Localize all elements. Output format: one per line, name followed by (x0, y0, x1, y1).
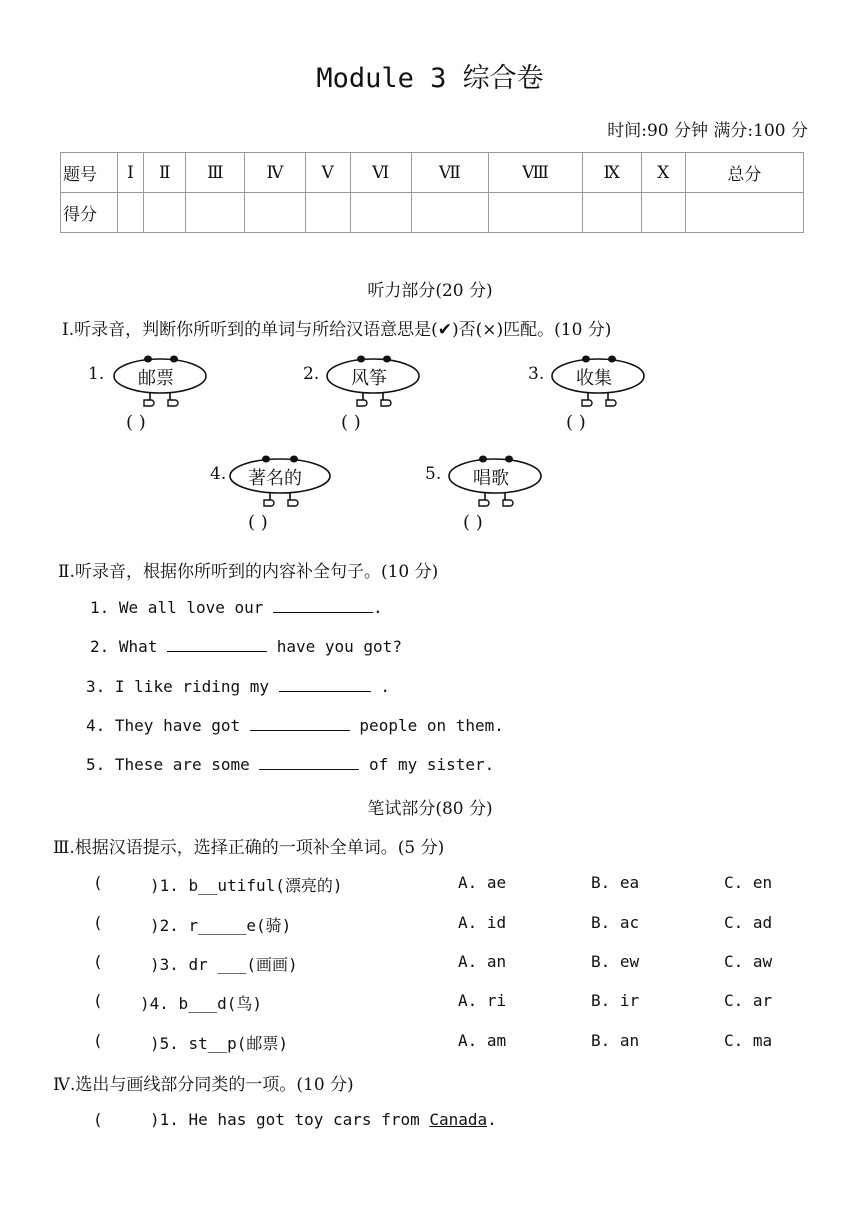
score-input-cell[interactable] (245, 193, 306, 233)
sentence-start: What (118, 637, 158, 656)
part1-item-1 (88, 352, 238, 446)
bubble-word: 风筝 (351, 368, 387, 389)
answer-paren-open[interactable]: ( (93, 1031, 103, 1050)
question-end: . (487, 1110, 497, 1129)
item-number: 3. (528, 364, 545, 384)
sentence-end: have you got? (276, 637, 402, 656)
score-input-cell[interactable] (350, 193, 411, 233)
item-number: 5. (425, 464, 442, 484)
listening-header: 听力部分(20 分) (367, 281, 493, 301)
part1-item-5 (425, 452, 575, 546)
bubble-word: 收集 (576, 368, 612, 389)
list-item (86, 677, 390, 696)
score-table (60, 152, 804, 233)
item-number: 4. (210, 464, 227, 484)
sentence-end: people on them. (359, 716, 504, 735)
item-number: 1. (90, 598, 110, 617)
underlined-word: Canada (429, 1110, 488, 1129)
table-cell: Ⅷ (489, 153, 583, 193)
answer-paren-open[interactable]: ( (93, 991, 103, 1010)
part1-item-3 (528, 352, 678, 446)
part4-question-1 (150, 1110, 497, 1129)
bubble-word: 邮票 (138, 368, 174, 389)
table-cell: 得分 (61, 193, 118, 233)
part4-instruction: Ⅳ.选出与画线部分同类的一项。(10 分) (53, 1075, 354, 1095)
item-number: 3. (86, 677, 106, 696)
table-cell: 题号 (61, 153, 118, 193)
question-text: )2. r_____e(骑) (150, 916, 292, 935)
answer-paren-open[interactable]: ( (93, 913, 103, 932)
option-b[interactable]: B. ac (591, 913, 640, 932)
answer-paren[interactable]: ( ) (248, 512, 268, 533)
question-text: )3. dr ___(画画) (150, 955, 298, 974)
table-cell: Ⅴ (305, 153, 350, 193)
list-item (90, 637, 402, 656)
exam-meta: 时间:90 分钟 满分:100 分 (607, 121, 808, 141)
table-cell: 总分 (685, 153, 803, 193)
option-a[interactable]: A. id (458, 913, 507, 932)
answer-blank[interactable] (250, 716, 350, 731)
option-c[interactable]: C. en (724, 873, 773, 892)
option-c[interactable]: C. ar (724, 991, 773, 1010)
sentence-start: These are some (114, 755, 250, 774)
answer-paren-open[interactable]: ( (93, 873, 103, 892)
score-input-cell[interactable] (411, 193, 488, 233)
item-number: 4. (86, 716, 106, 735)
bubble-word: 唱歌 (473, 468, 509, 489)
answer-blank[interactable] (259, 755, 359, 770)
score-input-cell[interactable] (144, 193, 186, 233)
score-input-cell[interactable] (685, 193, 803, 233)
sentence-start: We all love our (118, 598, 264, 617)
option-c[interactable]: C. ma (724, 1031, 773, 1050)
table-cell: Ⅱ (144, 153, 186, 193)
answer-paren[interactable]: ( ) (463, 512, 483, 533)
question-text: )4. b___d(鸟) (140, 994, 262, 1013)
list-item (90, 598, 383, 617)
option-c[interactable]: C. ad (724, 913, 773, 932)
option-a[interactable]: A. an (458, 952, 507, 971)
sentence-start: I like riding my (114, 677, 270, 696)
table-cell: Ⅵ (350, 153, 411, 193)
sentence-end: of my sister. (369, 755, 495, 774)
part2-instruction: Ⅱ.听录音，根据你所听到的内容补全句子。(10 分) (58, 562, 439, 582)
table-cell: Ⅹ (641, 153, 685, 193)
score-table-score-row (61, 193, 804, 233)
score-input-cell[interactable] (186, 193, 245, 233)
score-input-cell[interactable] (641, 193, 685, 233)
item-number: 2. (303, 364, 320, 384)
bubble-word: 著名的 (248, 468, 302, 489)
option-b[interactable]: B. ea (591, 873, 640, 892)
answer-blank[interactable] (279, 677, 371, 692)
option-b[interactable]: B. an (591, 1031, 640, 1050)
option-b[interactable]: B. ir (591, 991, 640, 1010)
part1-item-2 (303, 352, 453, 446)
answer-paren-open[interactable]: ( (93, 1110, 103, 1129)
score-input-cell[interactable] (489, 193, 583, 233)
option-a[interactable]: A. ri (458, 991, 507, 1010)
score-input-cell[interactable] (305, 193, 350, 233)
list-item (86, 755, 494, 774)
table-cell: Ⅳ (245, 153, 306, 193)
sentence-end: . (373, 598, 383, 617)
table-cell: Ⅲ (186, 153, 245, 193)
table-cell: Ⅸ (582, 153, 641, 193)
answer-blank[interactable] (167, 637, 267, 652)
score-input-cell[interactable] (582, 193, 641, 233)
part1-instruction: Ⅰ.听录音，判断你所听到的单词与所给汉语意思是(✔)否(×)匹配。(10 分) (62, 320, 612, 340)
option-a[interactable]: A. ae (458, 873, 507, 892)
answer-paren[interactable]: ( ) (126, 412, 146, 433)
option-b[interactable]: B. ew (591, 952, 640, 971)
question-text: )5. st__p(邮票) (150, 1034, 288, 1053)
option-c[interactable]: C. aw (724, 952, 773, 971)
answer-blank[interactable] (273, 598, 373, 613)
answer-paren-open[interactable]: ( (93, 952, 103, 971)
sentence-end: . (380, 677, 390, 696)
score-table-header-row (61, 153, 804, 193)
page-title: Module 3 综合卷 (316, 63, 544, 94)
sentence-start: They have got (114, 716, 241, 735)
list-item (86, 716, 504, 735)
part3-instruction: Ⅲ.根据汉语提示，选择正确的一项补全单词。(5 分) (53, 838, 445, 858)
question-text: )1. He has got toy cars from (150, 1110, 430, 1129)
option-a[interactable]: A. am (458, 1031, 507, 1050)
writing-header: 笔试部分(80 分) (367, 799, 493, 819)
question-text: )1. b__utiful(漂亮的) (150, 876, 343, 895)
table-cell: Ⅶ (411, 153, 488, 193)
part1-item-4 (210, 452, 360, 546)
answer-paren[interactable]: ( ) (566, 412, 586, 433)
item-number: 5. (86, 755, 106, 774)
table-cell: Ⅰ (118, 153, 144, 193)
item-number: 2. (90, 637, 110, 656)
item-number: 1. (88, 364, 105, 384)
score-input-cell[interactable] (118, 193, 144, 233)
answer-paren[interactable]: ( ) (341, 412, 361, 433)
